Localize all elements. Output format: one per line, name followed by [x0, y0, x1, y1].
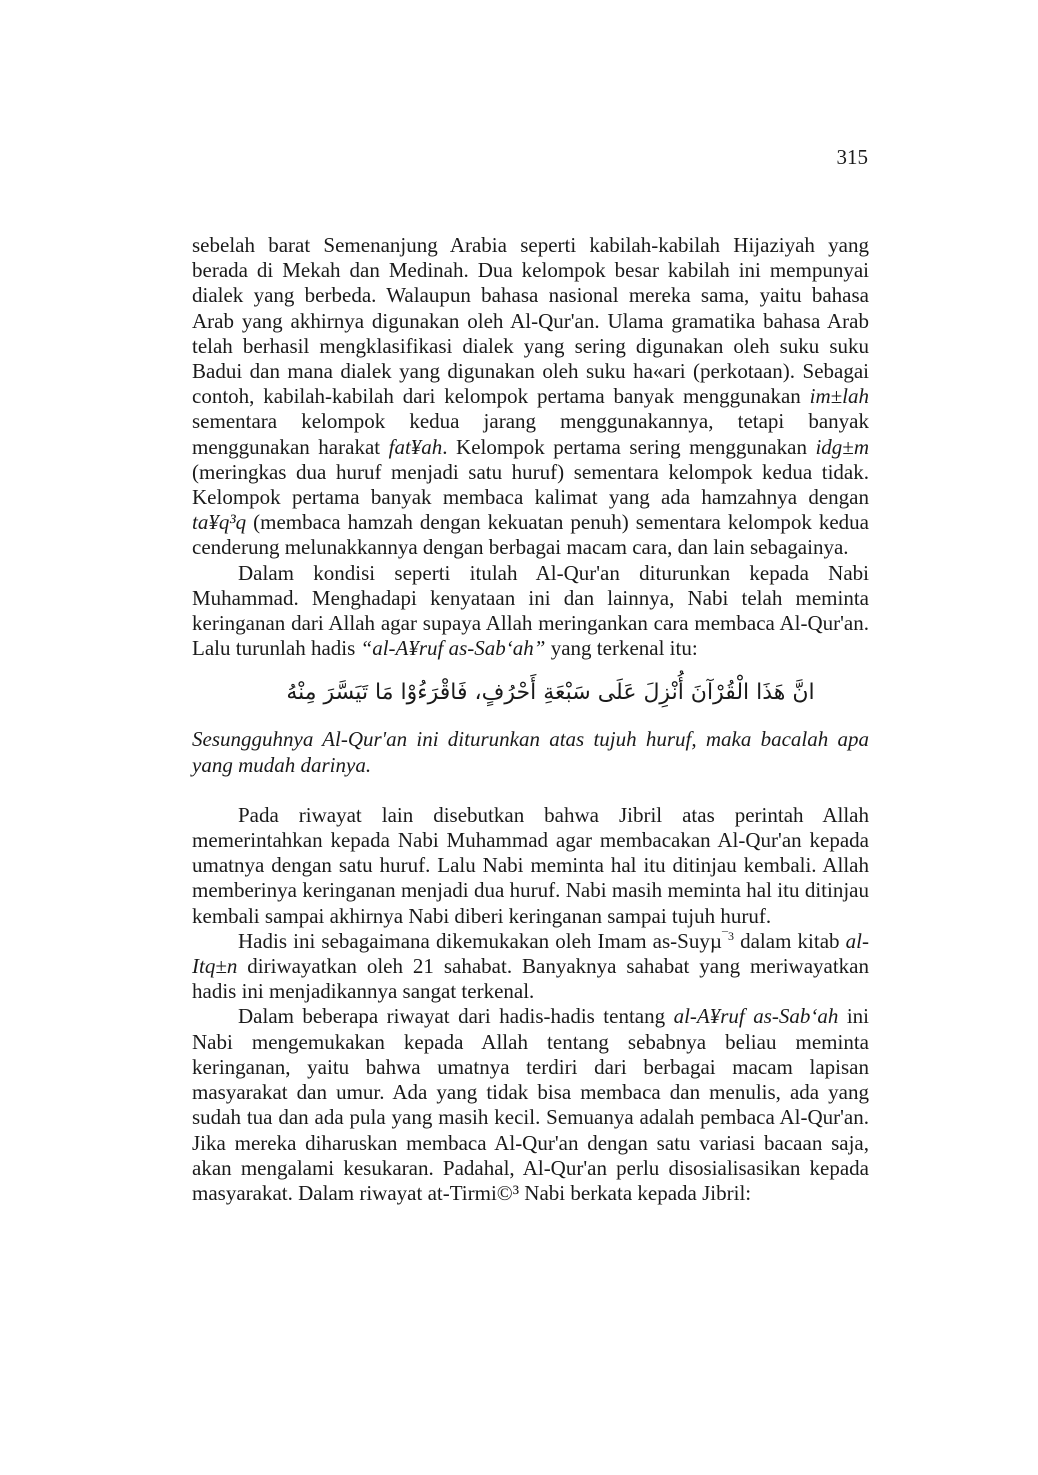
- text-run: Dalam kondisi seperti itulah Al-Qur'an diturunkan kepada Nabi Muhammad. Menghadapi kenyataan ini dan lainnya, Nabi telah meminta keringanan dari Allah agar supaya Allah meringankan cara membaca Al-Qur'an. Lalu turunlah hadis: [192, 560, 869, 661]
- text-run: sebelah barat Semenanjung Arabia seperti kabilah-kabilah Hijaziyah yang berada di Mekah dan Medinah. Dua kelompok besar kabilah ini mempunyai dialek yang berbeda. Walaupun bahasa nasional mereka sama, yaitu bahasa Arab yang akhirnya digunakan oleh Al-Qur'an. Ulama gramatika bahasa Arab telah berhasil mengklasifikasi dialek yang sering digunakan oleh suku suku Badui dan mana dialek yang digunakan oleh suku ha«ari (perkotaan). Sebagai contoh, kabilah-kabilah dari kelompok pertama banyak menggunakan: [192, 233, 869, 409]
- term-tahqiq: ta¥q³q: [192, 510, 247, 535]
- text-run: sementara kelompok kedua jarang menggunakannya, tetapi banyak menggunakan harakat: [192, 409, 869, 459]
- paragraph-3: Pada riwayat lain disebutkan bahwa Jibril atas perintah Allah memerintahkan kepada Nabi Muhammad agar membacakan Al-Qur'an kepada umatnya dengan satu huruf. Lalu Nabi meminta hal itu ditinjau kembali. Allah memberinya keringanan menjadi dua huruf. Nabi masih meminta hal itu ditinjau kembali sampai akhirnya Nabi diberi keringanan sampai tujuh huruf.: [192, 802, 869, 928]
- page-number: 315: [836, 145, 868, 169]
- text-run: ini Nabi mengemukakan kepada Allah tentang sebabnya beliau meminta keringanan, yaitu bahwa umatnya terdiri dari berbagai macam lapisan masyarakat dan umur. Ada yang tidak bisa membaca dan menulis, ada yang sudah tua dan ada pula yang masih kecil. Semuanya adalah pembaca Al-Qur'an. Jika mereka diharuskan membaca Al-Qur'an dengan satu variasi bacaan saja, akan mengalami kesukaran. Padahal, Al-Qur'an perlu disosialisasikan kepada masyarakat. Dalam riwayat at-Tirmi©³ Nabi berkata kepada Jibril:: [192, 1004, 869, 1205]
- arabic-hadith: انَّ هَذَا الْقُرْآنَ أُنْزِلَ عَلَى سَبْعَةِ أَحْرُفٍ، فَاقْرَءُوْا مَا تَيَسَّرَ مِنْهُ: [286, 680, 815, 706]
- hadith-translation: Sesungguhnya Al-Qur'an ini diturunkan atas tujuh huruf, maka bacalah apa yang mudah darinya.: [192, 727, 869, 777]
- paragraph-2: [192, 561, 869, 662]
- footnote-mark: ¯3: [721, 928, 734, 943]
- text-run: . Kelompok pertama sering menggunakan: [442, 434, 816, 459]
- term-fathah: fat¥ah: [388, 434, 443, 459]
- paragraph-spacer: [192, 778, 869, 803]
- term-imalah: im±lah: [809, 384, 869, 409]
- paragraph-1: [192, 233, 869, 561]
- term-idgam: idg±m: [815, 434, 869, 459]
- text-run: Hadis ini sebagaimana dikemukakan oleh Imam as-Suyµ: [238, 928, 722, 953]
- text-run: (membaca hamzah dengan kekuatan penuh) sementara kelompok kedua cenderung melunakkannya dengan berbagai macam cara, dan lain sebagainya.: [192, 510, 869, 560]
- text-run: (meringkas dua huruf menjadi satu huruf) sementara kelompok kedua tidak. Kelompok pertama banyak membaca kalimat yang ada hamzahnya dengan: [192, 459, 869, 510]
- text-run: yang terkenal itu:: [545, 636, 698, 661]
- paragraph-4: [192, 929, 869, 1005]
- body-text: [192, 233, 869, 1206]
- paragraph-5: [192, 1004, 869, 1206]
- text-run: Dalam beberapa riwayat dari hadis-hadis tentang: [238, 1004, 674, 1029]
- term-ahruf-sabah: “al-A¥ruf as-Sab‘ah”: [360, 636, 546, 661]
- term-al-itqan: al-Itq±n: [192, 928, 869, 979]
- text-run: dalam kitab: [733, 928, 846, 953]
- text-run: diriwayatkan oleh 21 sahabat. Banyaknya sahabat yang meriwayatkan hadis ini menjadikannya sangat terkenal.: [192, 954, 869, 1004]
- term-ahruf-sabah: al-A¥ruf as-Sab‘ah: [673, 1004, 839, 1029]
